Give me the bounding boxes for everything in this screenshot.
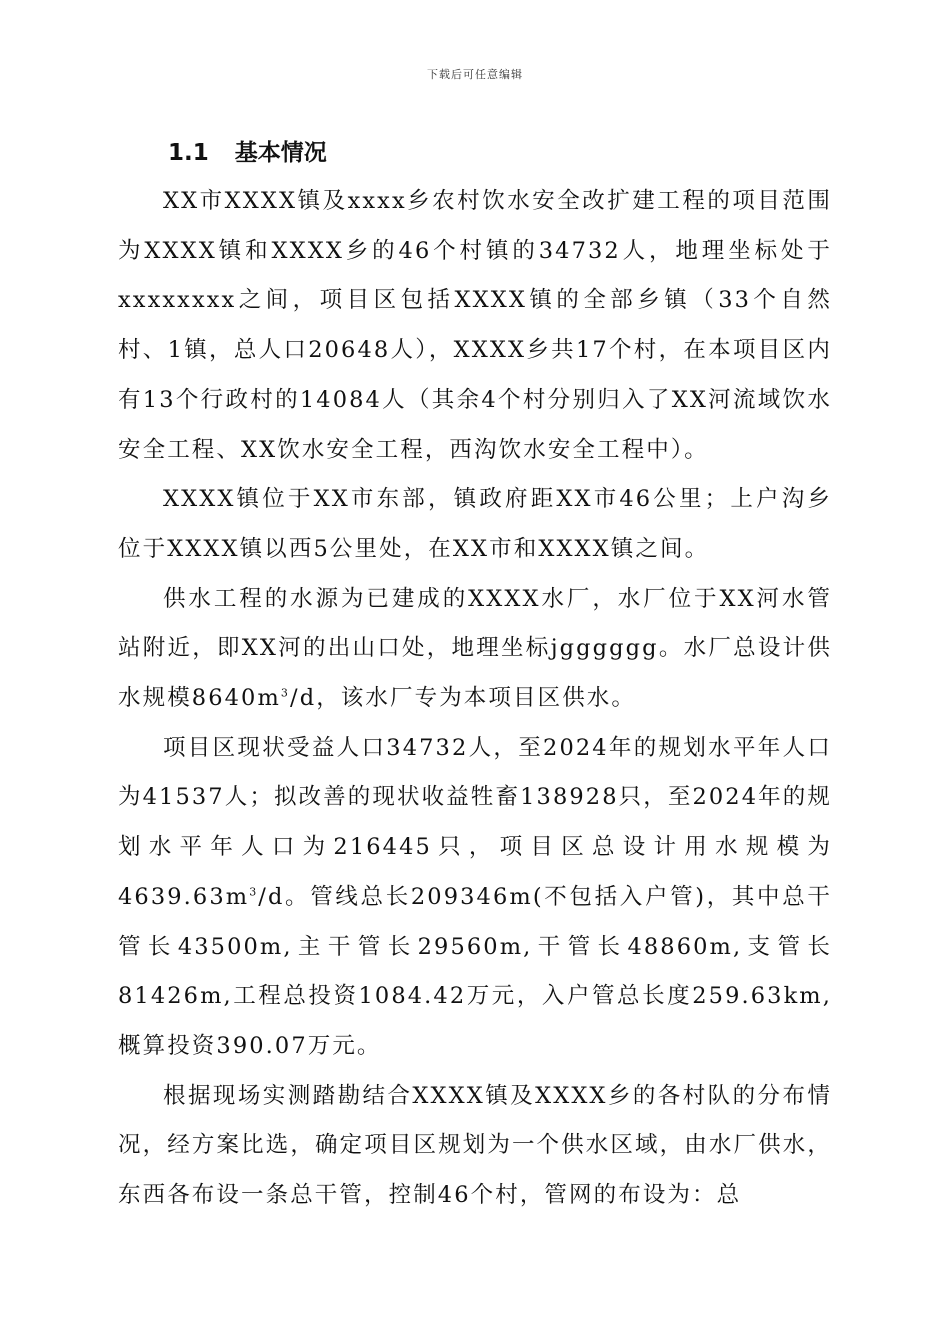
section-heading [168, 134, 327, 167]
section-title: 基本情况 [234, 140, 327, 166]
paragraph-population-text: 项目区现状受益人口34732人，至2024年的规划水平年人口为41537人；拟改善的现状收益牲畜138928只，至2024年的规划水平年人口为216445只，项目区总设计用水规模为4639.63m [118, 734, 832, 910]
superscript: 3 [249, 885, 259, 899]
section-number: 1.1 [168, 140, 209, 166]
paragraph-population-text-end: /d。管线总长209346m(不包括入户管)，其中总干管长43500m,主干管长29560m,干管长48860m,支管长81426m,工程总投资1084.42万元，入户管总长度259.63km,概算投资390.07万元。 [118, 883, 832, 1059]
paragraph-project-scope: XX市XXXX镇及xxxx乡农村饮水安全改扩建工程的项目范围为XXXX镇和XXXX乡的46个村镇的34732人，地理坐标处于xxxxxxxx之间，项目区包括XXXX镇的全部乡镇（33个自然村、1镇，总人口20648人），XXXX乡共17个村，在本项目区内有13个行政村的14084人（其余4个村分别归入了XX河流域饮水安全工程、XX饮水安全工程，西沟饮水安全工程中）。 [118, 188, 832, 463]
paragraph-water-source-text: 供水工程的水源为已建成的XXXX水厂，水厂位于XX河水管站附近，即XX河的出山口处，地理坐标jgggggg。水厂总设计供水规模8640m [118, 585, 832, 712]
paragraph-water-source [118, 575, 832, 724]
paragraph-water-source-text-end: /d，该水厂专为本项目区供水。 [290, 685, 636, 712]
paragraph-population-scale [118, 724, 832, 1072]
body-text [118, 177, 832, 1221]
superscript: 3 [280, 686, 291, 700]
paragraph-planning: 根据现场实测踏勘结合XXXX镇及XXXX乡的各村队的分布情况，经方案比选，确定项目区规划为一个供水区域，由水厂供水，东西各布设一条总干管，控制46个村，管网的布设为：总 [118, 1082, 832, 1209]
page-header: 下载后可任意编辑 [427, 68, 523, 81]
paragraph-location: XXXX镇位于XX市东部，镇政府距XX市46公里；上户沟乡位于XXXX镇以西5公里处，在XX市和XXXX镇之间。 [118, 486, 832, 562]
